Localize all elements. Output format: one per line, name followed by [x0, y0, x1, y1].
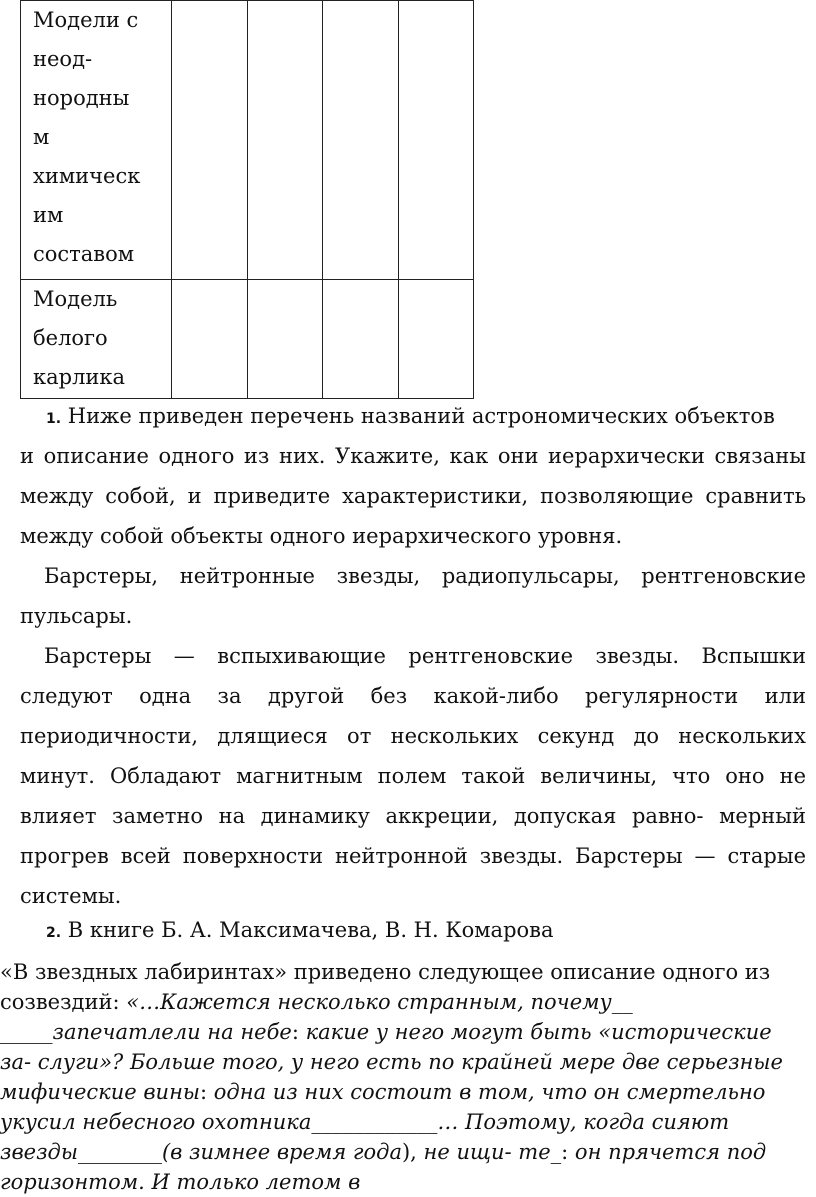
classification-table: [20, 0, 474, 399]
text-line: влияет заметно на динамику аккреции, допуская равно- мерный: [20, 804, 806, 828]
text-line: пульсары.: [20, 604, 133, 628]
table-cell: [247, 280, 323, 399]
table-row: [21, 280, 474, 399]
text-line: системы.: [20, 884, 122, 908]
text-fragment: ),: [401, 1140, 424, 1164]
table-cell: [172, 1, 248, 280]
text-fragment: :: [561, 1140, 575, 1164]
task-1-prompt: [20, 396, 806, 556]
text-line: Барстеры, нейтронные звезды, радиопульсары, рентгеновские: [44, 564, 806, 588]
text-fragment: :: [200, 1080, 214, 1104]
table-cell: [323, 280, 399, 399]
task-number: 1.: [46, 411, 62, 427]
row-label-line: им: [33, 203, 64, 227]
task-number: 2.: [46, 925, 62, 941]
text-line: между собой, и приведите характеристики, позволяющие сравнить: [20, 484, 806, 508]
table-cell: [398, 1, 474, 280]
text-line: минут. Обладают магнитным полем такой величины, что оно не: [20, 764, 806, 788]
row-label-line: составом: [33, 242, 135, 266]
quote-fragment: какие у него могут быть «исторические: [305, 1020, 772, 1044]
quote-line: укусил небесного охотника____________… Поэтому, когда сияют: [0, 1110, 730, 1134]
quote-fragment: _____запечатлели на небе: [0, 1020, 292, 1044]
row-label-line: карлика: [33, 365, 126, 389]
burster-description: [20, 636, 806, 916]
table-row: [21, 1, 474, 280]
row-label-line: химическ: [33, 164, 141, 188]
text-line: следуют одна за другой без какой-либо регулярности или: [20, 684, 806, 708]
row-label-line: белого: [33, 326, 108, 350]
row-label-cell: [21, 1, 172, 280]
text-line: между собой объекты одного иерархического уровня.: [20, 524, 623, 548]
text-fragment: созвездий:: [0, 990, 127, 1014]
quote-fragment: одна из них состоит в том, что он смертельно: [213, 1080, 766, 1104]
text-line: В книге Б. А. Максимачева, В. Н. Комарова: [67, 918, 554, 942]
table-cell: [172, 280, 248, 399]
table-cell: [398, 280, 474, 399]
row-label-line: неод-: [33, 47, 93, 71]
table-cell: [247, 1, 323, 280]
quote-fragment: «…Кажется несколько странным, почему__: [126, 990, 633, 1014]
quote-fragment: не ищи- те_: [423, 1140, 562, 1164]
text-line: Ниже приведен перечень названий астрономических объектов: [67, 404, 775, 428]
quote-line: за- слуги»? Больше того, у него есть по крайней мере две серьезные: [0, 1050, 783, 1074]
quote-fragment: он прячется под: [574, 1140, 767, 1164]
row-label-cell: [21, 280, 172, 399]
quote-line: горизонтом. И только летом в: [0, 1170, 361, 1194]
object-list: [20, 556, 806, 636]
row-label-line: Модель: [33, 287, 118, 311]
row-label-line: м: [33, 125, 50, 149]
text-fragment: :: [291, 1020, 306, 1044]
row-label-line: нородны: [33, 86, 130, 110]
task-2-quote: [0, 957, 808, 1197]
text-line: «В звездных лабиринтах» приведено следующее описание одного из: [0, 960, 771, 984]
quote-fragment: звезды________(в зимнее время года: [0, 1140, 402, 1164]
quote-fragment: мифические вины: [0, 1080, 201, 1104]
text-line: периодичности, длящиеся от нескольких секунд до нескольких: [20, 724, 806, 748]
task-2-heading: [20, 910, 806, 950]
row-label-line: Модели с: [33, 8, 139, 32]
table-cell: [323, 1, 399, 280]
text-line: Барстеры — вспыхивающие рентгеновские звезды. Вспышки: [44, 644, 806, 668]
text-line: и описание одного из них. Укажите, как они иерархически связаны: [20, 444, 806, 468]
text-line: прогрев всей поверхности нейтронной звезды. Барстеры — старые: [20, 844, 806, 868]
